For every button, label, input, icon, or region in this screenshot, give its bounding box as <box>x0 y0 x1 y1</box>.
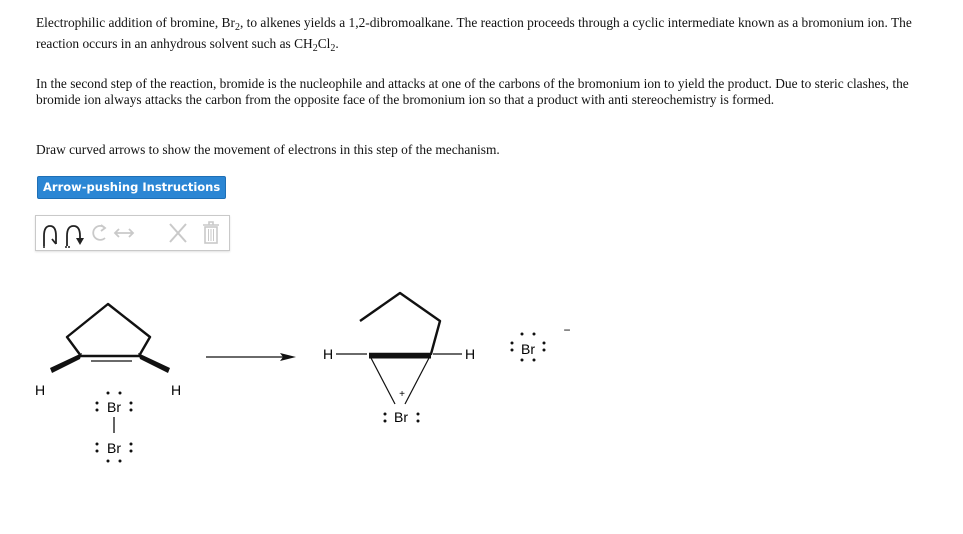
intro-paragraph-2: In the second step of the reaction, bromide is the nucleophile and attacks at one of the carbons of the bromonium ion to yield the product. Due to steric clashes, the bromide ion always attacks the carbon from the opposite face of the bromonium ion so that a product with anti stereochemistry is formed. <box>36 76 909 107</box>
atom-br-bottom: Br <box>107 440 121 456</box>
charge-plus: + <box>399 389 405 400</box>
bromide-ion <box>511 323 571 362</box>
atom-h-left: H <box>34 382 46 398</box>
intro-paragraph-1: Electrophilic addition of bromine, $Br_2$, to alkenes yields a 1,2-dibromoalkane. The reaction proceeds through a cyclic intermediate known as a bromonium ion. The reaction occurs in an anhydrous solvent such as $CH_2Cl_2$. <box>36 15 912 54</box>
atom-h-right-intermediate: H <box>464 346 476 362</box>
atom-br-bridging: Br <box>394 409 408 425</box>
wedge-bond-right <box>138 353 170 373</box>
atom-h-left-intermediate: H <box>322 346 334 362</box>
atom-br-bromide: Br <box>521 341 535 357</box>
instruction-text: Draw curved arrows to show the movement of electrons in this step of the mechanism. <box>36 142 500 157</box>
charge-minus: − <box>563 323 571 337</box>
bromonium-ring <box>360 293 440 354</box>
cyclopentene-ring <box>67 304 150 356</box>
bromine-molecule <box>96 392 133 463</box>
arrow-pushing-instructions-button[interactable]: Arrow-pushing Instructions <box>37 176 226 199</box>
wedge-bond-left <box>50 353 82 373</box>
bromonium-ion <box>323 293 475 425</box>
reaction-arrow <box>206 353 296 361</box>
atom-h-right: H <box>170 382 182 398</box>
atom-br-top: Br <box>107 399 121 415</box>
cyclopentene-molecule <box>35 304 181 398</box>
